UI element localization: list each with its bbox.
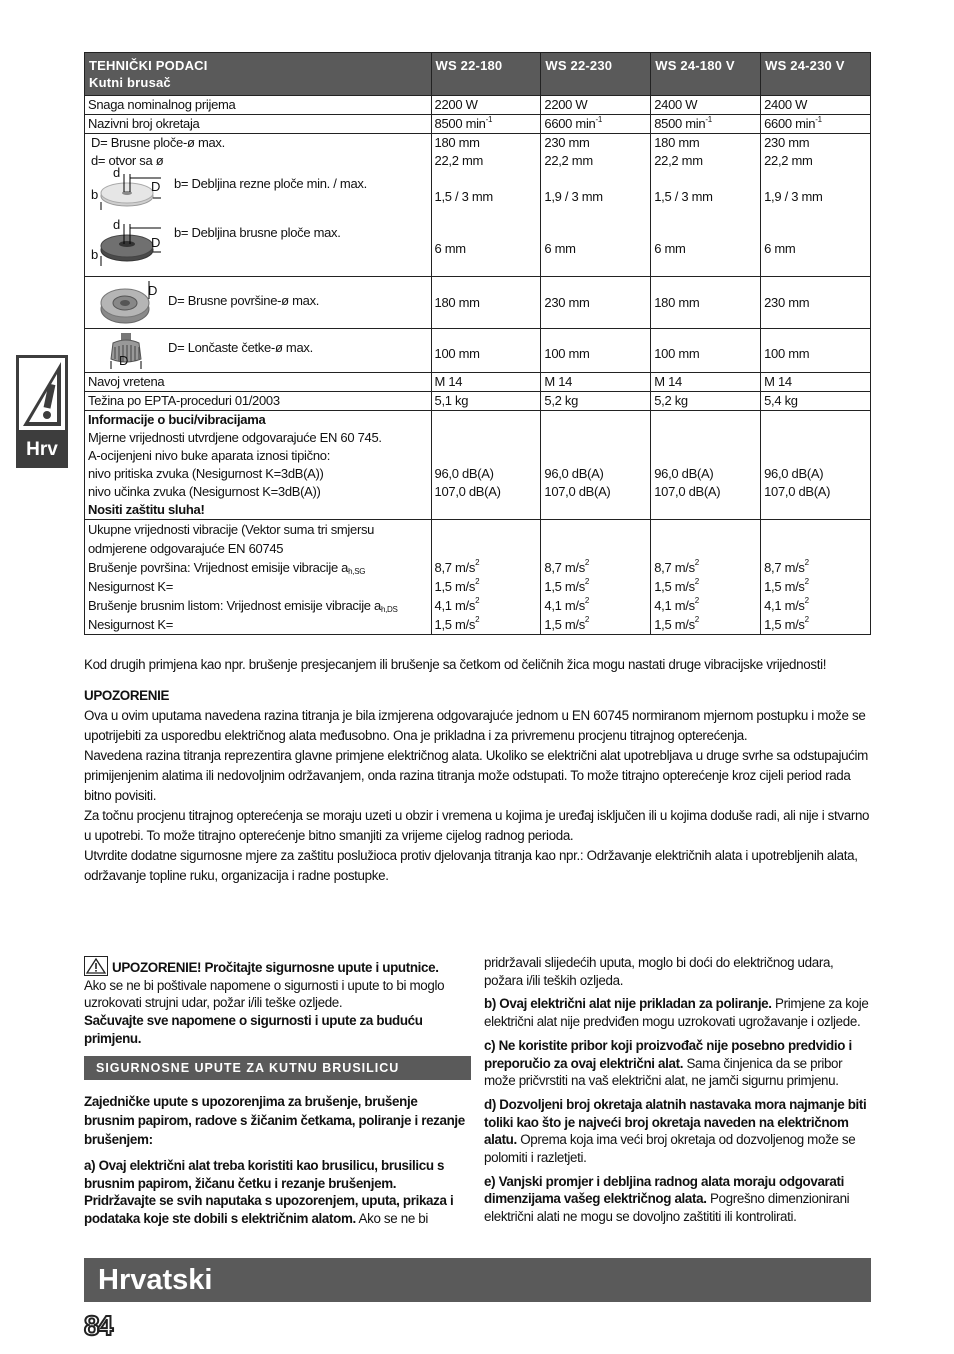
common-rules-heading: Zajedničke upute s upozorenjima za brušenje, brušenje brusnim papirom, radove s žičanim četkama, poliranje i rezanje brušenjem: <box>84 1094 465 1147</box>
table-row <box>85 115 871 134</box>
vibration-subscript: h,SG <box>348 567 366 576</box>
safety-warning <box>84 956 470 977</box>
cell-value: 230 mm <box>764 135 810 150</box>
model-header: WS 24-230 V <box>761 53 871 96</box>
vibration-label-cell <box>85 520 432 635</box>
cell-value: 1,5 / 3 mm <box>434 189 493 204</box>
spec-table <box>84 52 871 635</box>
row-label: Težina po EPTA-proceduri 01/2003 <box>85 392 432 411</box>
cell-value: 1,9 / 3 mm <box>544 189 603 204</box>
cell-value: 1,9 / 3 mm <box>764 189 823 204</box>
cell: 2200 W <box>541 96 651 115</box>
cell-value: 22,2 mm <box>764 153 813 168</box>
cell-value: 96,0 dB(A) <box>654 466 714 481</box>
value: 1,5 m/s <box>764 579 805 594</box>
cell <box>541 115 651 134</box>
warning-paragraph: Navedena razina titranja reprezentira glavne primjene električnog alata. Ukoliko se električni alat upotrebljava u druge svrhe sa odstupajućim primijenjenim alatima ili nedovoljnim održavanjem, onda razina titranja može odstupati. To može titrajno opterećenje kroz cijeli period rada bitno povisiti. <box>84 748 868 803</box>
noise-title: Informacije o buci/vibracijama <box>88 412 266 427</box>
value: 1,5 m/s <box>434 617 476 632</box>
value: 8,7 m/s <box>654 560 695 575</box>
language-footer-bar <box>84 1258 871 1302</box>
cell: 5,1 kg <box>431 392 541 411</box>
value: 8,7 m/s <box>544 560 585 575</box>
rule-c-bold: c) Ne koristite pribor koji proizvođač nije posebno predvidio i preporučio za ovaj električni alat. <box>484 1037 852 1071</box>
cell-value: 107,0 dB(A) <box>654 484 721 499</box>
rule-e-text: Pogrešno dimenzionirani električni alati ne mogu se dovoljno zaštititi ili kontrolirati. <box>484 1191 850 1225</box>
cell: 180 mm <box>431 277 541 329</box>
cell: M 14 <box>541 373 651 392</box>
cell: 2400 W <box>761 96 871 115</box>
cell-value: 96,0 dB(A) <box>544 466 604 481</box>
cell <box>541 520 651 635</box>
row-label: Nazivni broj okretaja <box>85 115 432 134</box>
rule-a <box>84 1157 470 1228</box>
cell: 230 mm <box>761 277 871 329</box>
letter-D: D <box>119 353 129 368</box>
unit-sup: 2 <box>694 558 699 567</box>
cell <box>541 411 651 520</box>
cell <box>761 115 871 134</box>
cell: 2200 W <box>431 96 541 115</box>
unit-sup: -1 <box>485 115 493 124</box>
cell-value: 1,5 / 3 mm <box>654 189 713 204</box>
right-column <box>484 954 874 1232</box>
vibration-note: Kod drugih primjena kao npr. brušenje presjecanjem ili brušenje sa četkom od čeličnih žica mogu nastati druge vibracijske vrijednosti! <box>84 657 827 672</box>
safety-warning-title: UPOZORENIE! Pročitajte sigurnosne upute i uputnice. <box>112 960 439 975</box>
disc-label-cell <box>85 134 432 277</box>
noise-line: nivo učinka zvuka (Nesigurnost K=3dB(A)) <box>88 484 321 499</box>
unit-sup: -1 <box>705 115 712 124</box>
cell <box>651 520 761 635</box>
cell-value <box>764 615 867 634</box>
cell-value: 230 mm <box>544 135 590 150</box>
letter-D: D <box>148 283 158 298</box>
cell: 100 mm <box>761 329 871 373</box>
keep-instructions: Sačuvajte sve napomene o sigurnosti i upute za buduću primjenu. <box>84 1013 423 1046</box>
unit-sup: 2 <box>584 577 590 586</box>
disc-cell <box>431 134 541 277</box>
header-title-line2: Kutni brusač <box>89 75 171 90</box>
cell-value: 6600 min <box>544 116 596 131</box>
cell-value <box>654 596 757 615</box>
footer-language: Hrvatski <box>98 1264 213 1296</box>
unit-sup: -1 <box>815 115 822 124</box>
table-row <box>85 411 871 520</box>
unit-sup: 2 <box>694 615 699 624</box>
unit-sup: 2 <box>694 577 699 586</box>
table-row <box>85 373 871 392</box>
left-column <box>84 956 470 1054</box>
unit-sup: 2 <box>804 615 809 624</box>
rule-d <box>484 1096 874 1167</box>
cell-value: 6 mm <box>654 241 686 256</box>
table-row <box>85 277 871 329</box>
vibration-subscript: h,DS <box>380 605 398 614</box>
cell-value: 22,2 mm <box>434 153 484 168</box>
letter-D: D <box>151 235 161 250</box>
cell-value: 8500 min <box>434 116 486 131</box>
unit-sup: 2 <box>694 596 699 605</box>
cell <box>431 520 541 635</box>
cell: M 14 <box>431 373 541 392</box>
noise-line: Mjerne vrijednosti utvrdjene odgovarajuće EN 60 745. <box>88 430 382 445</box>
cell-value: 180 mm <box>434 135 480 150</box>
brush-label: D= Lončaste četke-ø max. <box>168 340 313 355</box>
unit-sup: 2 <box>584 558 590 567</box>
unit-sup: 2 <box>475 558 480 567</box>
vibration-line: Ukupne vrijednosti vibracije (Vektor suma tri smjersu <box>88 522 375 537</box>
cell-value: 107,0 dB(A) <box>764 484 831 499</box>
value: 4,1 m/s <box>654 598 695 613</box>
cell <box>761 520 871 635</box>
cell-value: 22,2 mm <box>654 153 703 168</box>
letter-b: b <box>91 187 98 202</box>
cell <box>761 411 871 520</box>
warning-paragraph: Za točnu procjenu titrajnog opterećenja se moraju uzeti u obzir i vremena u kojima je uređaj isključen ili u kojima doduše radi, ali nije i stvarno u upotrebi. To može titrajno opterećenje bitno smanjiti za vrijeme cijelog radnog perioda. <box>84 808 870 843</box>
value: 4,1 m/s <box>544 598 585 613</box>
cell: M 14 <box>761 373 871 392</box>
surface-label-cell <box>85 277 432 329</box>
unit-sup: 2 <box>584 615 590 624</box>
cell: 5,2 kg <box>541 392 651 411</box>
value: 4,1 m/s <box>764 598 805 613</box>
model-header: WS 22-180 <box>431 53 541 96</box>
noise-line: nivo pritiska zvuka (Nesigurnost K=3dB(A)) <box>88 466 324 481</box>
rule-d-text: Oprema koja ima veći broj okretaja od dozvoljenog može se polomiti i razletjeti. <box>484 1132 856 1166</box>
table-header <box>85 53 871 96</box>
left-column-rules <box>84 1092 470 1234</box>
unit-sup: 2 <box>475 577 480 586</box>
letter-b: b <box>91 247 98 262</box>
warning-paragraph: Utvrdite dodatne sigurnosne mjere za zaštitu poslužioca protiv djelovanja titranja kao npr.: Održavanje električnih alata i upotrebljenih alata, održavanje topline ruku, organizacija i radne postupke. <box>84 848 858 883</box>
cell <box>431 115 541 134</box>
header-title <box>85 53 432 96</box>
rule-a-bold: a) Ovaj električni alat treba koristiti kao brusilicu, brusilicu s brusnim papirom, žičanu četku i rezanje brušenjem. Pridržavajte se svih naputaka s upozorenjem, uputa, prikaza i podataka koje ste dobili s električnim alatom. <box>84 1158 454 1227</box>
model-header: WS 24-180 V <box>651 53 761 96</box>
table-row <box>85 520 871 635</box>
side-tab-label: Hrv <box>26 439 58 460</box>
cell-value: 107,0 dB(A) <box>544 484 611 499</box>
cell <box>651 411 761 520</box>
cell-value: 8500 min <box>654 116 706 131</box>
unit-sup: -1 <box>595 115 602 124</box>
cell: 100 mm <box>431 329 541 373</box>
value: 1,5 m/s <box>544 617 585 632</box>
cell: 5,2 kg <box>651 392 761 411</box>
cell-value <box>435 577 538 596</box>
surface-label: D= Brusne površine-ø max. <box>168 293 320 308</box>
vibration-line: Nesigurnost K= <box>88 579 174 594</box>
warning-triangle-icon <box>84 956 108 976</box>
warning-section <box>84 686 874 886</box>
language-side-tab <box>16 355 68 468</box>
cell-value <box>544 615 647 634</box>
warning-paragraph: Ova u ovim uputama navedena razina titranja je bila izmjerena odgovarajuće jednom u EN 60745 normiranom mjernom postupku i može se upotrijebiti za usporedbu električnog alata međusobno. Ona je prikladna i za privremenu procjenu titrajnog opterećenja. <box>84 708 866 743</box>
cell-value: 180 mm <box>654 135 700 150</box>
cell-value <box>544 577 647 596</box>
unit-sup: 2 <box>804 596 809 605</box>
cell-value: 107,0 dB(A) <box>434 484 501 499</box>
model-header: WS 22-230 <box>541 53 651 96</box>
vibration-line: odmjerene odgovarajuće EN 60745 <box>88 541 284 556</box>
rule-c-text: Sama činjenica da se pribor može pričvrstiti na vaš električni alat, ne jamči sigurnu primjenu. <box>484 1055 843 1089</box>
value: 1,5 m/s <box>654 579 695 594</box>
cell: 230 mm <box>541 277 651 329</box>
cell: M 14 <box>651 373 761 392</box>
cell-value: 96,0 dB(A) <box>764 466 824 481</box>
letter-d: d <box>113 165 120 180</box>
cell-value: 6 mm <box>544 241 576 256</box>
grinding-disc-row <box>91 217 428 270</box>
cell-value: 6600 min <box>764 116 816 131</box>
rule-a-continuation: pridržavali slijedećih uputa, moglo bi doći do električnog udara, požara i/ili teških ozljeda. <box>484 955 834 988</box>
vibration-line <box>88 596 428 615</box>
table-row <box>85 96 871 115</box>
unit-sup: 2 <box>804 577 809 586</box>
rule-e-bold: e) Vanjski promjer i debljina radnog alata moraju odgovarati dimenzijama vašeg električnog alata. <box>484 1173 844 1207</box>
ear-protection-note: Nositi zaštitu sluha! <box>88 502 205 517</box>
letter-d: d <box>113 217 120 232</box>
value: 4,1 m/s <box>434 598 476 613</box>
cell-value <box>544 558 647 577</box>
cell-value <box>654 558 757 577</box>
vibration-line <box>88 558 428 577</box>
disc-bore-label: d= otvor sa ø <box>91 153 164 168</box>
cell-value <box>544 596 647 615</box>
header-title-line1: TEHNIČKI PODACI <box>89 58 208 73</box>
value: 8,7 m/s <box>434 560 476 575</box>
brush-label-cell <box>85 329 432 373</box>
cell-value: 22,2 mm <box>544 153 593 168</box>
cell-value: 6 mm <box>764 241 796 256</box>
cell: 100 mm <box>541 329 651 373</box>
cell-value <box>435 615 538 634</box>
unit-sup: 2 <box>475 615 480 624</box>
table-row <box>85 134 871 277</box>
disc-cell <box>761 134 871 277</box>
section-header: SIGURNOSNE UPUTE ZA KUTNU BRUSILICU <box>84 1056 471 1080</box>
cell <box>431 411 541 520</box>
table-row <box>85 329 871 373</box>
cell: 5,4 kg <box>761 392 871 411</box>
cell: 180 mm <box>651 277 761 329</box>
disc-diameter-label: D= Brusne ploče-ø max. <box>91 135 225 150</box>
value: 8,7 m/s <box>764 560 805 575</box>
value: 1,5 m/s <box>544 579 585 594</box>
disc-cell <box>651 134 761 277</box>
cell-value <box>435 596 538 615</box>
value: 1,5 m/s <box>434 579 476 594</box>
cell-value <box>654 615 757 634</box>
rule-b <box>484 995 874 1030</box>
rule-b-text: Primjene za koje električni alat nije predviđen mogu uzrokovati ugrožavanje i ozljede. <box>484 996 869 1030</box>
cut-thickness-label: b= Debljina rezne ploče min. / max. <box>174 176 367 191</box>
cell: 100 mm <box>651 329 761 373</box>
vibration-text: Brušenje brusnim listom: Vrijednost emisije vibracije a <box>88 598 381 613</box>
safety-warning-text: Ako se ne bi poštivale napomene o sigurnosti i upute to bi moglo uzrokovati strujni udar, požar i/ili teške ozljede. <box>84 977 445 1011</box>
cell-value <box>764 577 867 596</box>
rule-a-text: Ako se ne bi <box>355 1211 429 1227</box>
value: 1,5 m/s <box>654 617 695 632</box>
row-label: Navoj vretena <box>85 373 432 392</box>
noise-line: A-ocijenjeni nivo buke aparata iznosi tipično: <box>88 448 331 463</box>
rule-e <box>484 1173 874 1226</box>
warning-triangle-icon <box>19 358 65 430</box>
cell <box>651 115 761 134</box>
row-label: Snaga nominalnog prijema <box>85 96 432 115</box>
rule-d-bold: d) Dozvoljeni broj okretaja alatnih nastavaka mora najmanje biti toliki kao što je najveći broj okretaja naveden na električnom alatu. <box>484 1096 867 1148</box>
table-row <box>85 392 871 411</box>
cutting-disc-row <box>91 165 428 222</box>
value: 1,5 m/s <box>764 617 805 632</box>
letter-D: D <box>151 179 161 194</box>
warning-title: UPOZORENIE <box>84 688 170 703</box>
noise-label-cell <box>85 411 432 520</box>
disc-cell <box>541 134 651 277</box>
cell-value <box>764 558 867 577</box>
rule-b-bold: b) Ovaj električni alat nije prikladan za poliranje. <box>484 996 772 1012</box>
unit-sup: 2 <box>804 558 809 567</box>
cell-value <box>435 558 538 577</box>
unit-sup: 2 <box>475 596 480 605</box>
warning-box <box>19 358 65 430</box>
cell-value <box>764 596 867 615</box>
vibration-text: Brušenje površina: Vrijednost emisije vibracije a <box>88 560 349 575</box>
vibration-line: Nesigurnost K= <box>88 617 174 632</box>
cell-value <box>654 577 757 596</box>
cell: 2400 W <box>651 96 761 115</box>
page-number: 84 <box>84 1310 112 1341</box>
unit-sup: 2 <box>584 596 590 605</box>
cell-value: 6 mm <box>434 241 466 256</box>
rule-c <box>484 1037 874 1090</box>
grind-thickness-label: b= Debljina brusne ploče max. <box>174 225 341 240</box>
cell-value: 96,0 dB(A) <box>434 466 494 481</box>
